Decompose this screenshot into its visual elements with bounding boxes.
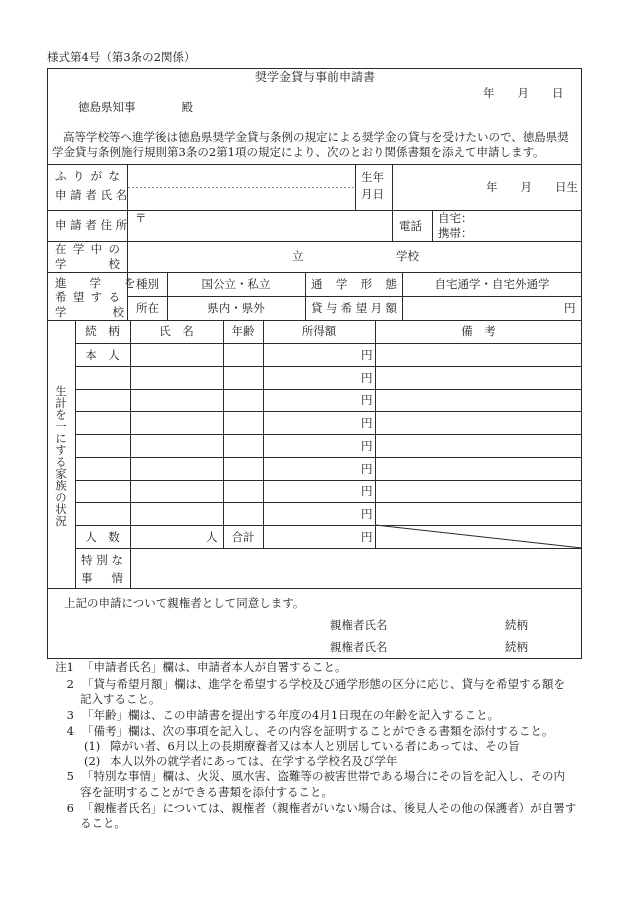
family-row (0, 434, 630, 457)
commute-type-label: 通 学 形 態 (311, 277, 397, 291)
family-col-age: 年齢 (231, 324, 255, 338)
family-total-row (0, 525, 630, 548)
family-income-unit: 円 (361, 370, 373, 385)
income-total-label: 合計 (231, 529, 255, 544)
family-row (0, 366, 630, 389)
note-number: 3 (66, 708, 74, 722)
birth-date-field: 年 月 日生 (486, 180, 578, 194)
family-col-relation: 続 柄 (85, 324, 120, 338)
applicant-name-field (128, 188, 355, 210)
furigana-field (128, 165, 355, 187)
form-title: 奨学金貸与事前申請書 (254, 70, 375, 84)
guardian-consent-statement: 上記の申請について親権者として同意します。 (64, 596, 305, 610)
family-col-name: 氏 名 (159, 324, 194, 338)
note-text: 「備考」欄は、次の事項を記入し、その内容を証明することができる書類を添付すること。 (82, 724, 554, 738)
phone-label: 電話 (399, 219, 422, 233)
school-location-label: 所在 (136, 301, 159, 315)
current-school-label: 学 校 (55, 257, 120, 271)
family-income-unit: 円 (361, 347, 373, 362)
family-relation: 本 人 (85, 347, 120, 362)
family-col-income: 所得額 (301, 324, 337, 338)
family-section-label: 生計を一にする家族の状況 (54, 385, 68, 527)
note-text: 「年齢」欄は、この申請書を提出する年度の4月1日現在の年齢を記入すること。 (82, 708, 500, 722)
addressee: 徳島県知事 殿 (78, 100, 193, 114)
note-text: 「親権者氏名」については、親権者（親権者がいない場合は、後見人その他の保護者）が自署す (82, 801, 577, 815)
commute-type-options: 自宅通学・自宅外通学 (434, 277, 550, 291)
submission-date-line: 年 月 日 (483, 86, 564, 100)
phone-mobile-label: 携帯： (438, 226, 473, 240)
furigana-label: ふ り が な (55, 169, 120, 183)
note-text: 「特別な事情」欄は、火災、風水害、盗難等の被害世帯である場合にその旨を記入し、その内 (82, 769, 565, 783)
family-income-unit: 円 (361, 393, 373, 407)
monthly-amount-label: 貸与希望月額 (311, 301, 397, 315)
family-row (0, 411, 630, 434)
birth-date-label: 月日 (361, 187, 384, 201)
note-text: 容を証明することができる書類を添付すること。 (80, 785, 333, 799)
note-text: 「申請者氏名」欄は、申請者本人が自署すること。 (82, 660, 347, 674)
postal-mark: 〒 (135, 211, 147, 225)
birth-date-label: 生年 (361, 170, 384, 184)
family-row (0, 457, 630, 480)
family-income-unit: 円 (361, 461, 373, 476)
note-number: 4 (66, 724, 74, 738)
note-item-text: 障がい者、6月以上の長期療養者又は本人と別居している者にあっては、その旨 (110, 739, 520, 753)
note-number: 6 (66, 801, 74, 815)
family-row (0, 389, 630, 412)
family-income-unit: 円 (361, 438, 373, 453)
intro-line: 学金貸与条例施行規則第3条の2第1項の規定により、次のとおり関係書類を添えて申請します。 (52, 145, 545, 159)
form-number: 様式第4号（第3条の2関係） (47, 50, 196, 64)
address-label: 申 請 者 住 所 (55, 218, 128, 232)
family-row (0, 502, 630, 525)
special-circumstances-field (131, 549, 582, 588)
guardian-name-label: 親権者氏名 (330, 640, 388, 654)
note-number: 2 (66, 677, 74, 691)
guardian-relation-label: 続柄 (505, 640, 528, 654)
school-type-options: 国公立・私立 (201, 277, 271, 291)
address-field (128, 211, 392, 241)
phone-home-label: 自宅： (438, 211, 473, 225)
monthly-amount-unit: 円 (564, 301, 576, 315)
note-item-number: (2) (84, 754, 101, 768)
note-number: 注1 (55, 660, 74, 674)
note-item-text: 本人以外の就学者にあっては、在学する学校名及び学年 (110, 754, 398, 768)
special-circumstances-label: 事 情 (81, 571, 123, 585)
family-row (0, 343, 630, 366)
income-total-unit: 円 (361, 529, 373, 544)
family-count-label: 人 数 (85, 529, 120, 544)
guardian-relation-label: 続柄 (505, 618, 528, 632)
school-location-options: 県内・県外 (207, 301, 265, 315)
family-income-unit: 円 (361, 415, 373, 430)
desired-school-label: 学 校 (55, 305, 124, 319)
school-type-label: 種別 (136, 277, 159, 291)
current-school-suffix: 学校 (396, 249, 419, 263)
note-number: 5 (66, 769, 74, 783)
current-school-label: 在 学 中 の (55, 242, 120, 256)
family-col-remarks: 備 考 (461, 324, 496, 338)
note-item-number: (1) (84, 739, 101, 753)
intro-line: 高等学校等へ進学後は徳島県奨学金貸与条例の規定による奨学金の貸与を受けたいので、徳島県奨 (63, 130, 569, 144)
family-income-unit: 円 (361, 484, 373, 498)
note-text: 記入すること。 (80, 692, 161, 706)
special-circumstances-label: 特別な (81, 553, 123, 567)
desired-school-label: 希 望 す る (55, 290, 120, 304)
family-row (0, 480, 630, 503)
note-text: 「貸与希望月額」欄は、進学を希望する学校及び通学形態の区分に応じ、貸与を希望する額を (82, 677, 565, 691)
desired-school-label: 進 学 を (55, 276, 136, 290)
guardian-name-label: 親権者氏名 (330, 618, 388, 632)
applicant-name-label: 申 請 者 氏 名 (55, 188, 128, 202)
current-school-established: 立 (292, 249, 304, 263)
note-text: ること。 (80, 816, 126, 830)
family-income-unit: 円 (361, 506, 373, 521)
family-count-unit: 人 (206, 529, 218, 544)
